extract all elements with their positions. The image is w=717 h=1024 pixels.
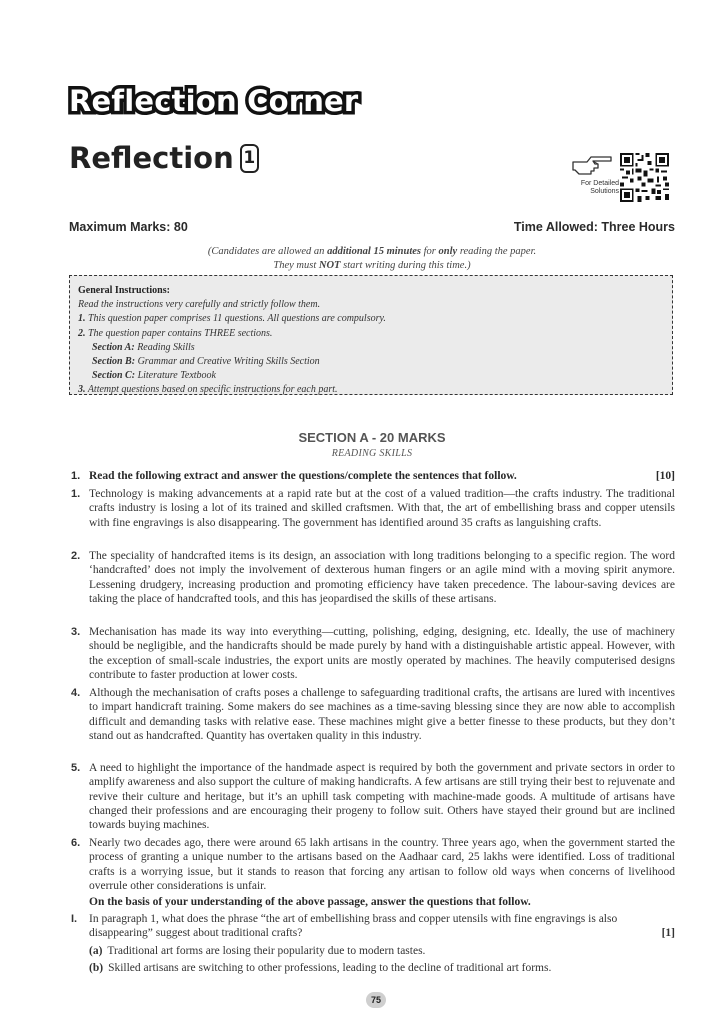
instruction-item: 2. The question paper contains THREE sections.: [78, 327, 273, 339]
detailed-solutions-note: For Detailed Solutions: [580, 180, 619, 195]
instruction-item: 3. Attempt questions based on specific instructions for each part.: [78, 384, 338, 396]
exam-meta-row: [69, 220, 675, 234]
section-a-title: SECTION A - 20 MARKS: [298, 430, 446, 445]
reading-time-note-line2: They must NOT start writing during this time.): [273, 260, 471, 271]
reading-time-note-line1: (Candidates are allowed an additional 15 minutes for only reading the paper.: [207, 246, 537, 257]
sub-question-1-text: In paragraph 1, what does the phrase “the art of embellishing brass and copper utensils with fine engravings is also disappearing” suggest about traditional crafts?: [89, 913, 618, 940]
question-1-marks: [10]: [655, 470, 675, 482]
max-marks: Maximum Marks: 80: [69, 220, 188, 234]
instruction-section-b: Section B: Grammar and Creative Writing Skills Section: [92, 356, 320, 368]
passage-paragraph-4: 4. Although the mechanisation of crafts poses a challenge to safeguarding traditional crafts, the artisans are lured with incentives to impart handicraft training. Some makers do see machines as a time-saving blessing since they are now able to accomplish difficult and demanding tasks with relative ease. These machines might give a better finesse to these products, but they don’t stand out as handcrafted. Quantity has overtaken quality in this industry.: [71, 687, 675, 742]
question-1: 1. Read the following extract and answer the questions/complete the sentences that follow. [10]: [71, 470, 675, 482]
passage-paragraph-5: 5. A need to highlight the importance of the handmade aspect is required by both the government and private sectors in order to amplify awareness and also support the culture of making handicrafts. A few artisans are still trying their best to rejuvenate and revive their culture and heritage, but it’s an uphill task competing with machine-made goods. A multitude of artisans have changed their professions and are encouraging their progeny to follow suit. Others have stayed their ground but are inclined towards buying machines.: [71, 762, 675, 832]
option-a: (a) Traditional art forms are losing their popularity due to modern tastes.: [89, 945, 426, 957]
instruction-section-c: Section C: Literature Textbook: [92, 370, 216, 382]
instructions-intro: Read the instructions very carefully and strictly follow them.: [78, 299, 321, 311]
qr-code-icon[interactable]: [620, 153, 669, 202]
question-1-text: Read the following extract and answer the questions/complete the sentences that follow.: [89, 470, 517, 482]
reflection-title-text: Reflection: [69, 141, 234, 175]
basis-instruction: On the basis of your understanding of the above passage, answer the questions that follow.: [89, 896, 531, 908]
option-b: (b) Skilled artisans are switching to other professions, leading to the decline of traditional art forms.: [89, 962, 552, 974]
sub-question-1: I. In paragraph 1, what does the phrase “the art of embellishing brass and copper utensils with fine engravings is also disappearing” suggest about traditional crafts? [1]: [71, 913, 675, 940]
instruction-section-a: Section A: Reading Skills: [92, 341, 195, 353]
instruction-item: 1. This question paper comprises 11 questions. All questions are compulsory.: [78, 313, 386, 325]
instructions-title: General Instructions:: [78, 285, 170, 296]
reflection-number: 1: [240, 144, 259, 173]
section-a-subtitle: READING SKILLS: [331, 448, 413, 459]
page-number: 75: [366, 992, 386, 1008]
passage-paragraph-6: 6. Nearly two decades ago, there were around 65 lakh artisans in the country. Three years ago, when the government started the process of granting a unique number to the artisans based on the Aadhaar card, 25 lakhs were identified. Loss of traditional crafts is a worrying issue, but it stands to reason that forcing any artisan to follow old ways when concerns of livelihood overrule other considerations is unfair.: [71, 837, 675, 892]
sub-question-1-marks: [1]: [661, 927, 675, 940]
corner-title: Reflection Corner: [69, 84, 359, 118]
general-instructions-box: [69, 275, 673, 395]
passage-paragraph-1: 1. Technology is making advancements at a rapid rate but at the cost of a valued tradition—the crafts industry. The traditional crafts industry is losing a lot of its trained and skilled craftsmen. With that, the art of embellishing brass and copper utensils with fine engravings is also disappearing. The government has identified around 35 crafts as languishing crafts.: [71, 488, 675, 529]
passage-paragraph-3: 3. Mechanisation has made its way into everything—cutting, polishing, edging, designing, etc. Ideally, the use of machinery should be negligible, and the handicrafts should be made purely by hand with a distinguishable artistic appeal. However, with the exception of small-scale industries, the export units are mostly operated by machines. The heavily computerised designs contribute to faster production at lower costs.: [71, 626, 675, 681]
passage-paragraph-2: 2. The speciality of handcrafted items is its design, an association with long traditions belonging to a specific region. The word ‘handcrafted’ does not imply the involvement of dexterous human fingers or an agile mind with a moving spirit anymore. Lessening drudgery, increasing production and promoting efficiency have taken precedence. The labour-saving devices are taking the place of handcrafted tools, and this has jeopardised the skills of these artisans.: [71, 550, 675, 605]
reflection-title: [69, 141, 259, 175]
pointing-hand-icon: [571, 152, 613, 178]
time-allowed: Time Allowed: Three Hours: [513, 220, 675, 234]
